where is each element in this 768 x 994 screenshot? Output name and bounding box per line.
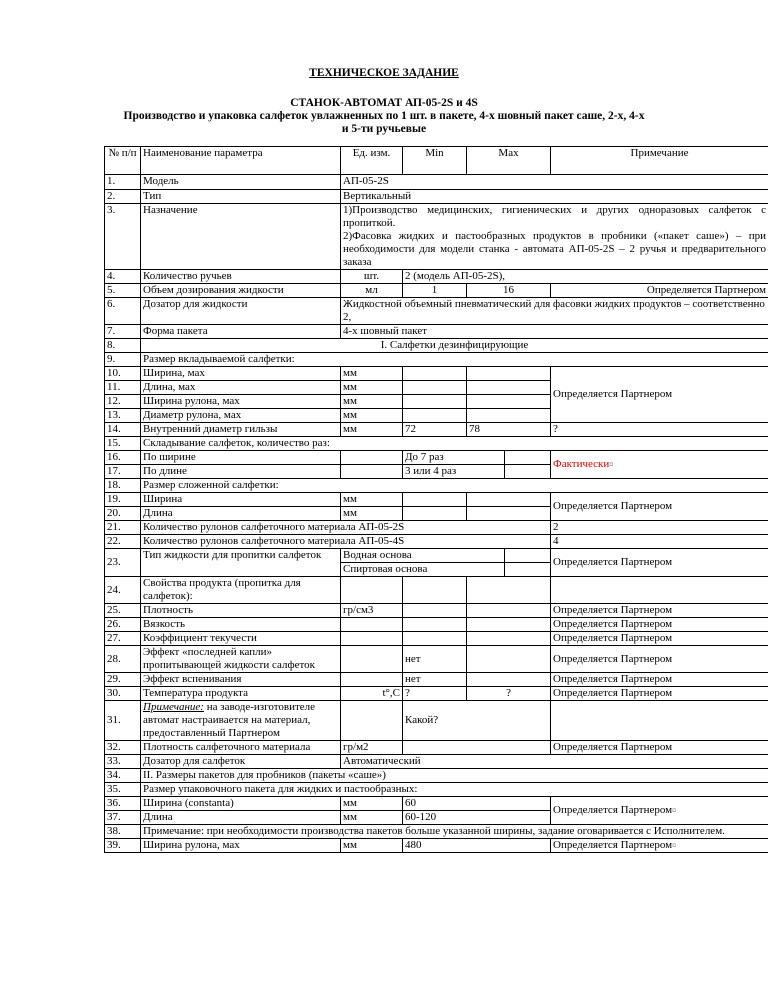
row-number: 23.	[105, 549, 141, 577]
row-note: Определяется Партнером	[551, 673, 768, 687]
row-note: Определяется Партнером	[551, 493, 768, 521]
note-text: Определяется Партнером	[553, 804, 673, 816]
row-value: 2 (модель АП-05-2S),	[403, 270, 768, 284]
row-number: 16.	[105, 451, 141, 465]
table-row	[105, 353, 768, 367]
row-min: 60	[403, 797, 551, 811]
row-name: Количество рулонов салфеточного материала АП-05-4S	[141, 535, 551, 549]
row-number: 14.	[105, 423, 141, 437]
row-unit: мм	[341, 423, 403, 437]
note-text: Определяется Партнером	[553, 839, 673, 851]
document-title: ТЕХНИЧЕСКОЕ ЗАДАНИЕ	[309, 67, 459, 79]
description-line-2: и 5-ти ручьевые	[341, 123, 427, 135]
row-number: 11.	[105, 381, 141, 395]
row-number: 21.	[105, 521, 141, 535]
section-row	[105, 339, 768, 353]
row-name: Температура продукта	[141, 687, 341, 701]
row-min: 72	[403, 423, 467, 437]
paragraph-mark: ¤	[672, 806, 677, 815]
row-min: Какой?	[403, 701, 551, 741]
row-number: 30.	[105, 687, 141, 701]
table-row	[105, 673, 768, 687]
row-name: Количество рулонов салфеточного материала АП-05-2S	[141, 521, 551, 535]
row-number: 29.	[105, 673, 141, 687]
description-line-1: Производство и упаковка салфеток увлажненных по 1 шт. в пакете, 4-х шовный пакет саше, 2-х, 4-х	[123, 110, 645, 122]
row-number: 4.	[105, 270, 141, 284]
row-note: Определяется Партнером	[551, 632, 768, 646]
row-name: Размер сложенной салфетки:	[141, 479, 768, 493]
row-name: Дозатор для жидкости	[141, 298, 341, 325]
row-number: 10.	[105, 367, 141, 381]
table-row	[105, 632, 768, 646]
table-row	[105, 535, 768, 549]
row-note: Определяется Партнером	[551, 549, 768, 577]
row-name: Коэффициент текучести	[141, 632, 341, 646]
table-row	[105, 367, 768, 381]
row-unit: мм	[341, 367, 403, 381]
row-number: 32.	[105, 741, 141, 755]
row-max: 78	[467, 423, 551, 437]
section-heading: I. Салфетки дезинфицирующие	[141, 339, 768, 353]
header-note: Примечание	[551, 147, 768, 175]
row-number: 37.	[105, 811, 141, 825]
row-unit: мм	[341, 507, 403, 521]
row-name: Тип жидкости для пропитки салфеток	[141, 549, 341, 577]
table-row	[105, 755, 768, 769]
table-row	[105, 797, 768, 811]
row-name: По длине	[141, 465, 341, 479]
row-name: Ширина, мах	[141, 367, 341, 381]
row-name: Длина	[141, 507, 341, 521]
row-value: 4-х шовный пакет	[341, 325, 768, 339]
row-name: Эффект «последней капли» пропитывающей жидкости салфеток	[141, 646, 341, 673]
row-name: Размер вкладываемой салфетки:	[141, 353, 768, 367]
row-name: Внутренний диаметр гильзы	[141, 423, 341, 437]
row-name: Назначение	[141, 204, 341, 270]
row-number: 25.	[105, 604, 141, 618]
header-name: Наименование параметра	[141, 147, 341, 175]
purpose-paragraph-2: 2)Фасовка жидких и пастообразных продуктов в пробники («пакет саше») – при необходимости для модели станка - автомата АП-05-2S – 2 ручья и предварительного заказа	[343, 230, 767, 268]
row-value: АП-05-2S	[341, 175, 768, 190]
row-number: 38.	[105, 825, 141, 839]
row-number: 19.	[105, 493, 141, 507]
row-unit: мм	[341, 409, 403, 423]
row-unit: мл	[341, 284, 403, 298]
row-number: 36.	[105, 797, 141, 811]
row-min: ?	[403, 687, 467, 701]
row-max: 16	[467, 284, 551, 298]
row-number: 5.	[105, 284, 141, 298]
table-row	[105, 175, 768, 190]
row-name: Длина	[141, 811, 341, 825]
table-row	[105, 701, 768, 741]
row-min: 480	[403, 839, 551, 853]
row-number: 24.	[105, 577, 141, 604]
row-value: Вертикальный	[341, 190, 768, 204]
row-unit: мм	[341, 381, 403, 395]
table-row	[105, 521, 768, 535]
row-number: 13.	[105, 409, 141, 423]
row-number: 31.	[105, 701, 141, 741]
row-min: нет	[403, 646, 467, 673]
row-note: Определяется Партнером	[551, 618, 768, 632]
row-number: 3.	[105, 204, 141, 270]
row-note: 4	[551, 535, 768, 549]
liquid-option-water: Водная основа	[341, 549, 505, 563]
factual-note: Фактически	[553, 458, 610, 470]
table-row	[105, 687, 768, 701]
row-name: Плотность салфеточного материала	[141, 741, 341, 755]
row-number: 39.	[105, 839, 141, 853]
row-unit: мм	[341, 493, 403, 507]
row-name: Вязкость	[141, 618, 341, 632]
table-row	[105, 270, 768, 284]
row-name: Модель	[141, 175, 341, 190]
row-note	[551, 451, 768, 479]
table-row	[105, 549, 768, 563]
row-min: нет	[403, 673, 467, 687]
row-number: 2.	[105, 190, 141, 204]
row-number: 27.	[105, 632, 141, 646]
table-row	[105, 190, 768, 204]
row-number: 12.	[105, 395, 141, 409]
section-row	[105, 769, 768, 783]
row-name: Ширина (constanta)	[141, 797, 341, 811]
table-row	[105, 325, 768, 339]
row-unit: мм	[341, 839, 403, 853]
row-name: Ширина рулона, мах	[141, 395, 341, 409]
row-min: До 7 раз	[403, 451, 505, 465]
spec-table	[104, 146, 768, 853]
purpose-paragraph-1: 1)Производство медицинских, гигиенических и других одноразовых салфеток с пропиткой.	[343, 204, 767, 229]
row-value	[341, 204, 768, 270]
table-row	[105, 825, 768, 839]
row-name: Ширина рулона, мах	[141, 839, 341, 853]
row-name: Эффект вспенивания	[141, 673, 341, 687]
row-name: Количество ручьев	[141, 270, 341, 284]
table-row	[105, 577, 768, 604]
row-note: Определяется Партнером	[551, 741, 768, 755]
row-number: 35.	[105, 783, 141, 797]
row-name: По ширине	[141, 451, 341, 465]
row-number: 26.	[105, 618, 141, 632]
table-row	[105, 618, 768, 632]
table-row	[105, 604, 768, 618]
row-min: 60-120	[403, 811, 551, 825]
row-unit: t°,C	[341, 687, 403, 701]
table-row	[105, 204, 768, 270]
row-unit: мм	[341, 395, 403, 409]
row-min: 3 или 4 раз	[403, 465, 505, 479]
row-number: 34.	[105, 769, 141, 783]
row-unit: мм	[341, 797, 403, 811]
table-row	[105, 284, 768, 298]
liquid-option-alcohol: Спиртовая основа	[341, 563, 505, 577]
section-heading: II. Размеры пакетов для пробников (пакеты «саше»)	[141, 769, 768, 783]
row-name: Дозатор для салфеток	[141, 755, 341, 769]
note-label: Примечание:	[143, 701, 204, 713]
row-unit: шт.	[341, 270, 403, 284]
row-name: Размер упаковочного пакета для жидких и пастообразных:	[141, 783, 768, 797]
row-number: 6.	[105, 298, 141, 325]
table-row	[105, 493, 768, 507]
header-unit: Ед. изм.	[341, 147, 403, 175]
table-row	[105, 423, 768, 437]
row-number: 8.	[105, 339, 141, 353]
row-name: Плотность	[141, 604, 341, 618]
row-note	[551, 797, 768, 825]
row-number: 15.	[105, 437, 141, 451]
table-row	[105, 479, 768, 493]
row-name: Длина, мах	[141, 381, 341, 395]
row-note: Определяется Партнером	[551, 367, 768, 423]
note-text: на заводе-изготовителе автомат настраивается на материал, предоставленный Партнером	[143, 701, 316, 739]
row-name: Ширина	[141, 493, 341, 507]
row-number: 7.	[105, 325, 141, 339]
row-number: 28.	[105, 646, 141, 673]
header-max: Max	[467, 147, 551, 175]
row-min: 1	[403, 284, 467, 298]
paragraph-mark: ¤	[672, 841, 677, 850]
table-row	[105, 646, 768, 673]
row-value: Автоматический	[341, 755, 768, 769]
machine-title: СТАНОК-АВТОМАТ АП-05-2S и 4S	[290, 97, 478, 109]
row-note: Определяется Партнером	[551, 604, 768, 618]
row-number: 20.	[105, 507, 141, 521]
row-name: Складывание салфеток, количество раз:	[141, 437, 768, 451]
row-name: Форма пакета	[141, 325, 341, 339]
row-note: 2	[551, 521, 768, 535]
row-number: 1.	[105, 175, 141, 190]
row-value: Жидкостной объемный пневматический для фасовки жидких продуктов – соответственно 2,	[341, 298, 768, 325]
header-num: № п/п	[105, 147, 141, 175]
table-row	[105, 298, 768, 325]
table-row	[105, 783, 768, 797]
table-header-row	[105, 147, 768, 175]
row-name	[141, 701, 341, 741]
row-number: 33.	[105, 755, 141, 769]
paragraph-mark: ¤	[609, 460, 614, 469]
row-unit: гр/см3	[341, 604, 403, 618]
row-name: Объем дозирования жидкости	[141, 284, 341, 298]
row-note: Определяется Партнером	[551, 687, 768, 701]
table-row	[105, 839, 768, 853]
row-name: Диаметр рулона, мах	[141, 409, 341, 423]
row-number: 22.	[105, 535, 141, 549]
row-name: Примечание: при необходимости производства пакетов больше указанной ширины, задание оговаривается с Исполнителем.	[141, 825, 768, 839]
row-name: Тип	[141, 190, 341, 204]
row-note: ?	[551, 423, 768, 437]
table-row	[105, 437, 768, 451]
row-unit: мм	[341, 811, 403, 825]
table-row	[105, 741, 768, 755]
row-max: ?	[467, 687, 551, 701]
table-row	[105, 451, 768, 465]
row-number: 18.	[105, 479, 141, 493]
row-number: 9.	[105, 353, 141, 367]
row-note: Определяется Партнером	[551, 284, 768, 298]
row-number: 17.	[105, 465, 141, 479]
header-min: Min	[403, 147, 467, 175]
row-name: Свойства продукта (пропитка для салфеток):	[141, 577, 341, 604]
row-unit: гр/м2	[341, 741, 403, 755]
row-note: Определяется Партнером	[551, 646, 768, 673]
row-note	[551, 839, 768, 853]
